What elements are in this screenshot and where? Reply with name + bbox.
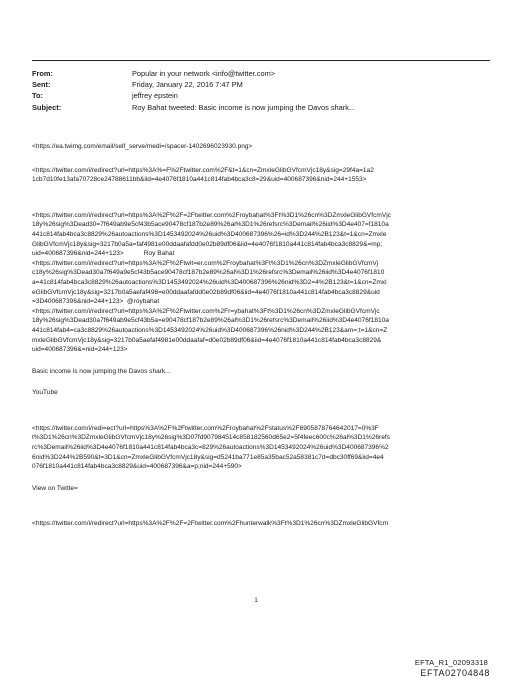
hunterwalk-link: <https://twitter.com/i/redirect?url=https%3A%2F%2F=2Ftwitter.com%2Fhunterwalk%3Ft%3D1%26cn%3DZmxleGlibGVfcm <box>32 520 389 528</box>
spacer-image-url: <https://ea.twimg.com/email/self_serve/medi=/spacer-1402696023930.png> <box>32 143 253 150</box>
subject-label: Subject: <box>32 102 62 112</box>
to-label: To: <box>32 91 43 101</box>
view-on-twitter: View on Twitte= <box>32 484 78 492</box>
to-row <box>32 90 492 101</box>
email-header <box>32 68 492 113</box>
subject-value: Roy Bahat tweeted: Basic income is now jumping the Davos shark... <box>132 102 356 112</box>
youtube-label: YouTube <box>32 389 58 397</box>
from-value: Popular in your network <info@twitter.com> <box>132 69 276 78</box>
from-label: From: <box>32 69 53 78</box>
page-number: 1 <box>254 598 258 604</box>
email-body <box>32 142 490 529</box>
sent-value: Friday, January 22, 2016 7:47 PM <box>132 80 243 90</box>
subject-row <box>32 102 492 113</box>
sent-label: Sent: <box>32 80 51 90</box>
from-row <box>32 68 492 79</box>
bates-number-2: EFTA02704848 <box>420 668 490 678</box>
tweet-text: Basic income is now jumping the Davos shark... <box>32 367 171 375</box>
sent-row <box>32 79 492 90</box>
bates-number-1: EFTA_R1_02093318 <box>414 658 488 667</box>
status-link: <https://twitter.com/i/redi=ect?url=https%3A%2F%2Ftwitter.com%2Froybahat%2Fstatus%2F6905878764642017=0%3F t%3D1%26cn%3DZmxleGlibGVfcmVjc18y%26sig%3D07fd907984514c858182560d65e2=5f4feec600c%26al%3D1%26refs rc%3Demail%26iid%3D4e4076f1810a441c814fab4bca3c=829%26autoactions%3D1453492024%26uid%3D400687396%2 6nid%3D244%2B590&t=3D1&cn=ZmxleGlibGVfcmVjc18y&sig=d5241ba771e85a35bac52a58381c7d=dbc30ff69&iid=4e4 076f1810a441c814fab4bca3c8829&uid=400687396&a=p;nid=244+590> <box>32 424 390 471</box>
header-rule <box>32 60 490 61</box>
twitter-home-link: <https://twitter.com/i/redirect?url=https%3A%=F%2Ftwitter.com%2F&t=1&cn=ZmxleGlibGVfcmVjc18y&sig=29f4a=1a2 1cb7d10fe13afa70728ce24788611bb&iid=4e4076f1810a441c814fab4bca3c8=29&uid=400687396&nid=244+1553> <box>32 166 374 184</box>
profile-links-block: <https://twitter.com/i/redirect?url=https%3A%2F%2F=2Ftwitter.com%2Froybahat%3Ft%3D1%26cn%3DZmxleGlibGVfcmVjc 18y%26sig%3Dead30=7f649ab9e5cf43b5ace90478cf187b2e89%26al%3D1%26refsrc%3Demail%26iid%3D4e407=f1810a 441c814fab4bca3c8829%26autoactions%3D1453492024%26uid%3D400687396%26=id%3D244%2B123&t=1&cn=Zmxle GlibGVfcmVjc18y&sig=3217b0a5a=faf4981e00ddaafafdd0e02b89df06&iid=4e4076f1810a441c814fab4bca3c8829&=mp; uid=400687396&nid=244+123> Roy Bahat <https://twitter.com/i/redirect?url=https%3A%2F%2Ftwit=er.com%2Froybahat%3Ft%3D1%26cn%3DZmxleGlibGVfcmVj c18y%26sig%3Dead30a7f649a9e5cf43b5ace90478cf187b2e89%26al%3D1%26refsrc%3Demail%26iid%3D4e4076f1810 a=41c814fab4bca3c8829%26autoactions%3D1453492024%26uid%3D400687396%26nid%3D2=4%2B123&t=1&cn=Zmxl eGlibGVfcmVjc18y&sig=3217b0a5aefaf498=e00ddaafafdd0e02b89df06&iid=4e4076f1810a441c814fab4bca3c8829&uid =3D400687396&nid=244+123> @roybahat <https://twitter.com/i/redirect?url=https%3A%2F%2Ftwitter.com%2Fr=ybahat%3Ft%3D1%26cn%3DZmxleGlibGVfcmVjc 18y%26sig%3Dead30a7f649ab9e5cf43b5a=e90478cf187b2e89%26al%3D1%26refsrc%3Demail%26iid%3D4e4076f1810a 441c814fab4=ca3c8829%26autoactions%3D1453492024%26uid%3D400687396%26nid%3D244%2B123&am=;t=1&cn=Z mxleGlibGVfcmVjc18y&sig=3217b0a5aefaf4981e00ddaafaf=d0e02b89df06&iid=4e4076f1810a441c814fab4bca3c8829& uid=400687396&=nid=244+123> <box>32 211 391 354</box>
to-value: jeffrey epstein <box>132 91 178 101</box>
